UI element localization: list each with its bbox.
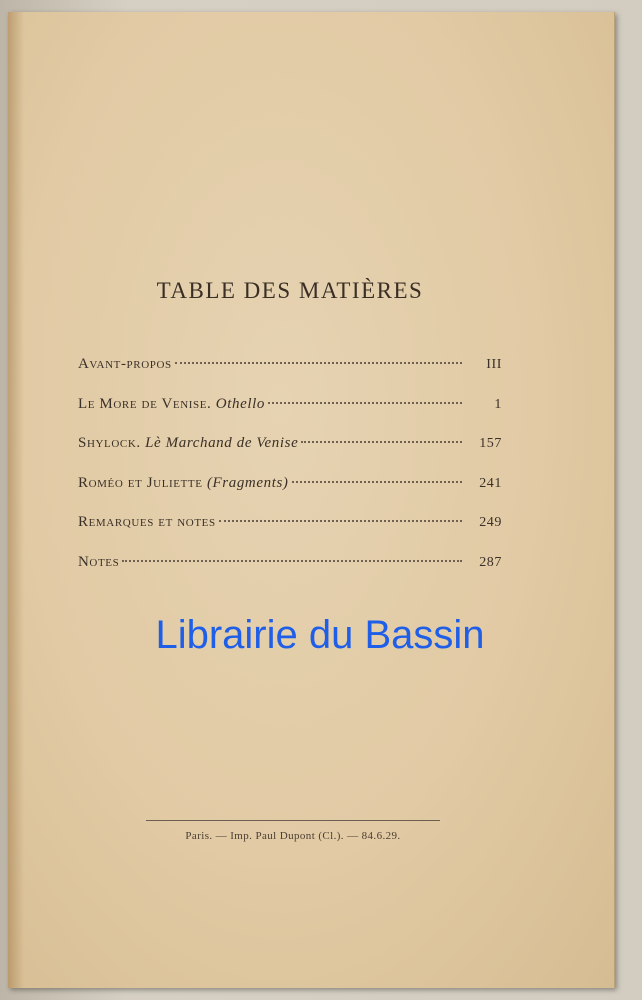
page-title: TABLE DES MATIÈRES: [156, 278, 424, 303]
dot-leader: [301, 441, 462, 443]
toc-entry-subtitle: (Fragments): [206, 474, 289, 491]
toc-entry-label: Notes: [78, 553, 120, 570]
toc-entry-subtitle: Othello: [215, 395, 265, 412]
bookseller-watermark: Librairie du Bassin: [155, 613, 485, 657]
toc-entry-label: Le More de Venise.: [78, 395, 212, 412]
table-of-contents: [78, 356, 502, 594]
toc-entry: [78, 356, 502, 396]
toc-entry-page: 1: [494, 396, 502, 412]
dot-leader: [292, 481, 462, 483]
page-gutter-shadow: [8, 12, 24, 988]
dot-leader: [219, 520, 462, 522]
imprint-rule: [146, 820, 440, 821]
toc-entry-page: III: [486, 357, 502, 372]
toc-entry-page: 287: [479, 554, 502, 570]
toc-entry: [78, 435, 502, 475]
toc-entry-subtitle: Lè Marchand de Venise: [145, 435, 299, 452]
printer-imprint: Paris. — Imp. Paul Dupont (Cl.). — 84.6.29.: [185, 830, 401, 842]
toc-entry: [78, 396, 502, 436]
toc-entry-page: 249: [479, 515, 502, 531]
toc-entry-label: Roméo et Juliette: [78, 474, 203, 491]
toc-entry: [78, 554, 502, 594]
toc-entry: [78, 514, 502, 554]
toc-entry-label: Shylock.: [78, 435, 141, 452]
toc-entry-page: 241: [479, 475, 502, 491]
toc-entry: [78, 475, 502, 515]
toc-entry-page: 157: [479, 436, 502, 452]
toc-entry-label: Remarques et notes: [78, 514, 216, 531]
dot-leader: [122, 560, 462, 562]
dot-leader: [268, 402, 462, 404]
dot-leader: [175, 362, 462, 364]
toc-entry-label: Avant-propos: [78, 356, 172, 372]
